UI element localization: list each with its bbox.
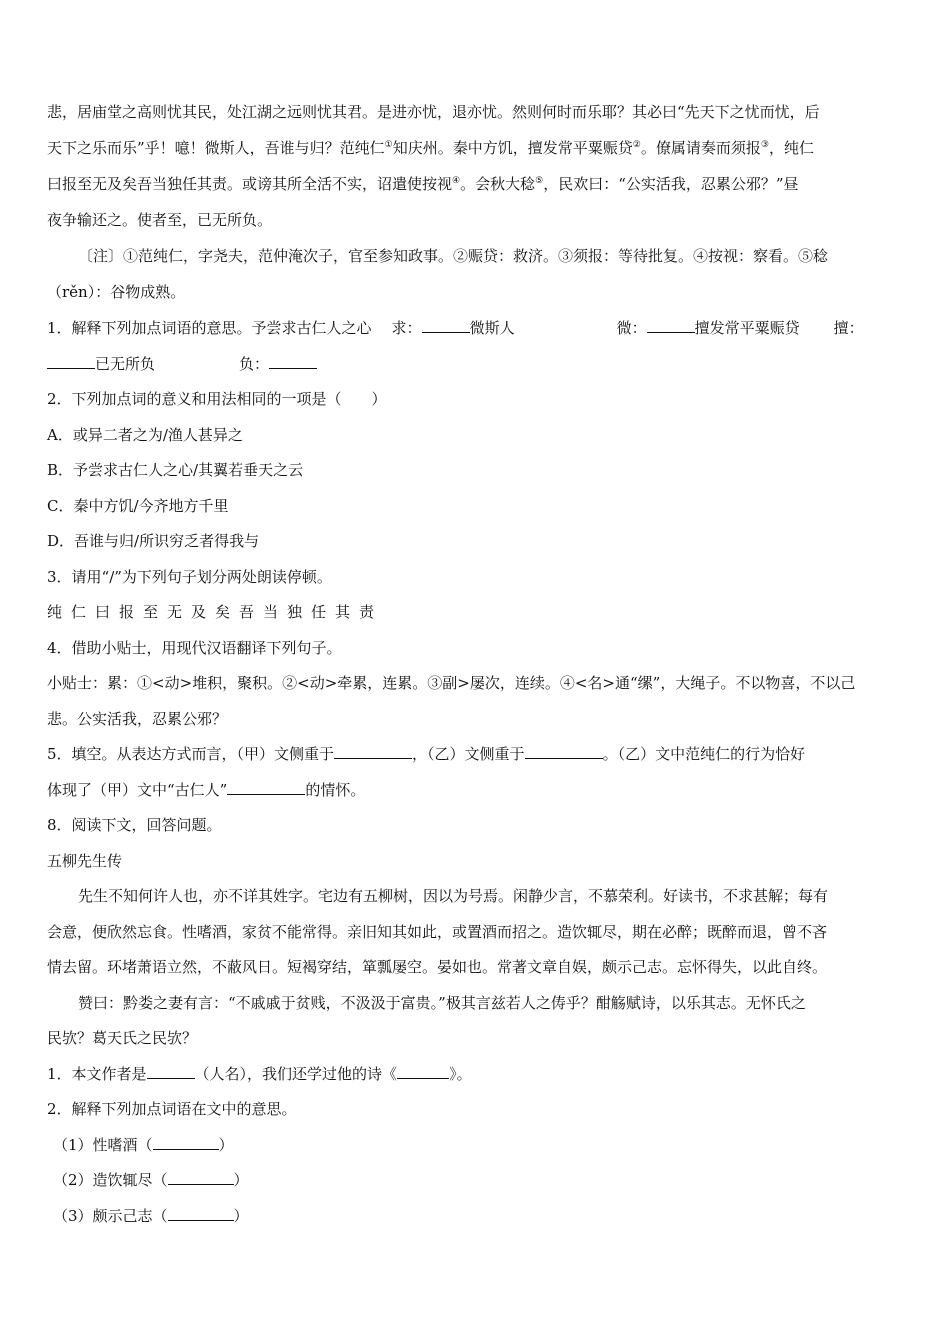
answer-blank[interactable]	[422, 318, 470, 333]
subquestion-2-item: （1）性嗜酒（ ）	[53, 1135, 234, 1154]
passage-text: 曰报至无及矣吾当独任其责。或谤其所全活不实，诏遣使按视	[47, 175, 453, 193]
passage-b-line: 会意，便欣然忘食。性嗜酒，家贫不能常得。亲旧知其如此，或置酒而招之。造饮辄尽，期在必醉；既醉而退，曾不吝	[47, 922, 828, 941]
answer-blank[interactable]	[147, 1064, 195, 1079]
passage-b-line: 赞曰：黔娄之妻有言：“不戚戚于贫贱，不汲汲于富贵。”极其言兹若人之俦乎？酣觞赋诗，以乐其志。无怀氏之	[78, 993, 806, 1012]
footnote-marker: ④	[452, 176, 461, 186]
passage-title: 五柳先生传	[47, 851, 123, 870]
subquestion-2-item: （2）造饮辄尽（ ）	[53, 1171, 249, 1189]
passage-text: 悲，居庙堂之高则忧其民，处江湖之远则忧其君。是进亦忧，退亦忧。然则何时而乐耶？其必曰“先天下之忧而忧，后	[47, 103, 820, 121]
question-5-line: 5．填空。从表达方式而言，（甲）文侧重于 ，（乙）文侧重于 。（乙）文中范纯仁的行为恰好	[47, 745, 806, 763]
answer-blank[interactable]	[647, 318, 695, 333]
option-d[interactable]: D．吾谁与归/所识穷乏者得我与	[47, 532, 260, 550]
question-1-line: 已无所负 负：	[47, 346, 905, 382]
question-5-line: 体现了（甲）文中“古仁人” 的情怀。	[47, 780, 366, 799]
passage-text: 。僚属请奏而须报	[640, 139, 761, 157]
passage-a-line	[47, 202, 905, 238]
passage-a-line	[47, 94, 905, 130]
passage-text: 夜争输还之。使者至，已无所负。	[47, 211, 273, 229]
passage-a-line	[47, 166, 905, 202]
footnote-marker: ①	[384, 140, 393, 150]
answer-blank[interactable]	[525, 744, 603, 759]
passage-b-line: 先生不知何许人也，亦不详其姓字。宅边有五柳树，因以为号焉。闲静少言，不慕荣利。好读书，不求甚解；每有	[78, 887, 829, 905]
tip-line: 悲。公实活我，忍累公邪？	[47, 709, 228, 728]
question-2-stem: 2．下列加点词的意义和用法相同的一项是（ ）	[47, 390, 387, 408]
passage-b-line: 民欤？葛天氏之民欤？	[47, 1029, 198, 1047]
passage-text: ，民欢曰：“公实活我，忍累公邪？”昼	[543, 175, 799, 193]
notes-line: （rěn）：谷物成熟。	[47, 283, 186, 301]
tip-line: 小贴士：累：①<动>堆积，聚积。②<动>牵累，连累。③副>屡次，连续。④<名>通“缧”，大绳子。不以物喜，不以己	[47, 674, 856, 692]
answer-blank[interactable]	[168, 1206, 234, 1221]
passage-b-line: 情去留。环堵萧语立然，不蔽风日。短褐穿结，箪瓢屡空。晏如也。常著文章自娱，颇示己志。忘怀得失，以此自终。	[47, 958, 828, 976]
subquestion-2-stem: 2．解释下列加点词语在文中的意思。	[47, 1100, 297, 1118]
answer-blank[interactable]	[227, 780, 305, 795]
answer-blank[interactable]	[397, 1064, 449, 1079]
option-b[interactable]: B．予尝求古仁人之心/其翼若垂天之云	[47, 461, 304, 479]
question-3-sentence: 纯仁曰报至无及矣吾当独任其责	[47, 603, 384, 621]
answer-blank[interactable]	[269, 354, 317, 369]
answer-blank[interactable]	[168, 1170, 234, 1185]
footnote-marker: ⑤	[535, 176, 544, 186]
passage-text: ，纯仁	[768, 139, 814, 157]
question-8-stem: 8．阅读下文，回答问题。	[47, 816, 222, 834]
question-3-stem: 3．请用“/”为下列句子划分两处朗读停顿。	[47, 567, 332, 586]
question-4-stem: 4．借助小贴士，用现代汉语翻译下列句子。	[47, 638, 342, 657]
footnote-marker: ③	[760, 140, 769, 150]
option-c[interactable]: C．秦中方饥/今齐地方千里	[47, 496, 229, 515]
answer-blank[interactable]	[334, 744, 412, 759]
passage-text: 知庆州。秦中方饥，擅发常平粟赈贷	[392, 139, 633, 157]
passage-text: 。会秋大稔	[460, 175, 536, 193]
answer-blank[interactable]	[153, 1135, 219, 1150]
option-a[interactable]: A．或异二者之为/渔人甚异之	[47, 425, 243, 444]
passage-text: 天下之乐而乐”乎！噫！微斯人，吾谁与归？范纯仁	[47, 139, 385, 157]
subquestion-2-item: （3）颇示己志（ ）	[53, 1206, 249, 1225]
subquestion-1: 1．本文作者是 （人名），我们还学过他的诗《 》。	[47, 1064, 472, 1083]
answer-blank[interactable]	[47, 354, 95, 369]
footnote-marker: ②	[632, 140, 641, 150]
notes-line: 〔注〕①范纯仁，字尧夫，范仲淹次子，官至参知政事。②赈贷：救济。③须报：等待批复。④按视：察看。⑤稔	[78, 247, 829, 265]
question-1-line: 1．解释下列加点词语的意思。予尝求古仁人之心 求： 微斯人 微： 擅发常平粟赈贷 擅：	[47, 319, 864, 337]
passage-a-line	[47, 130, 905, 166]
